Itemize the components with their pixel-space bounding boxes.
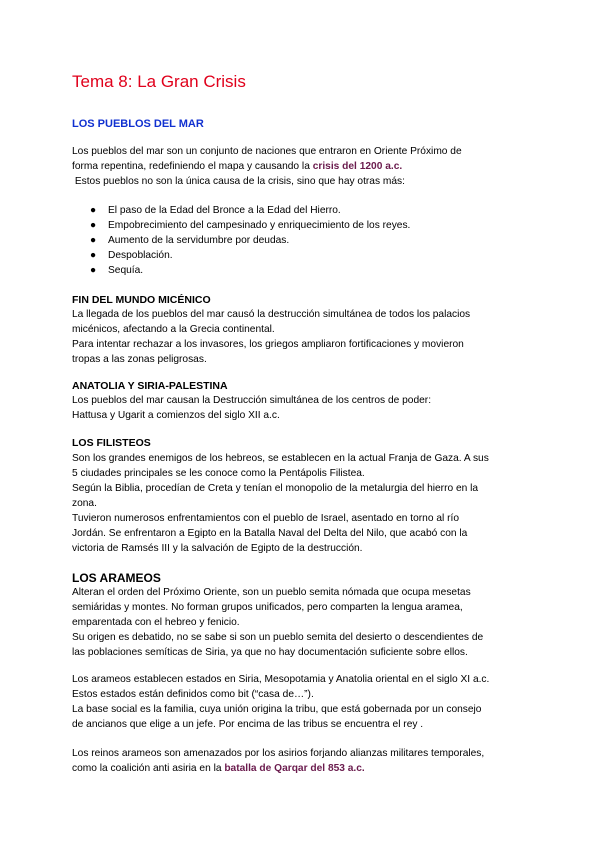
list-item: ● El paso de la Edad del Bronce a la Edad del Hierro. bbox=[90, 205, 341, 216]
list-item: ● Aumento de la servidumbre por deudas. bbox=[90, 235, 290, 246]
section-heading-anatolia: ANATOLIA Y SIRIA-PALESTINA bbox=[72, 380, 228, 392]
text-line: Hattusa y Ugarit a comienzos del siglo XII a.c. bbox=[72, 410, 280, 421]
section-heading-micenico: FIN DEL MUNDO MICÉNICO bbox=[72, 294, 211, 306]
text-line: Tuvieron numerosos enfrentamientos con el pueblo de Israel, asentado en torno al río bbox=[72, 513, 459, 524]
paragraph-arameos-2 bbox=[72, 672, 532, 732]
text-line: Estos pueblos no son la única causa de la crisis, sino que hay otras más: bbox=[72, 176, 405, 187]
text-span: forma repentina, redefiniendo el mapa y causando la bbox=[72, 161, 313, 172]
text-line: Alteran el orden del Próximo Oriente, son un pueblo semita nómada que ocupa mesetas bbox=[72, 587, 471, 598]
paragraph-filisteos bbox=[72, 451, 532, 556]
text-line: Su origen es debatido, no se sabe si son un pueblo semita del desierto o descendientes de bbox=[72, 632, 484, 643]
paragraph-pueblos-mar bbox=[72, 144, 532, 189]
text-line: micénicos, afectando a la Grecia continental. bbox=[72, 324, 275, 335]
text-line: tropas a las zonas peligrosas. bbox=[72, 354, 207, 365]
paragraph-micenico bbox=[72, 307, 532, 367]
emphasis-qarqar: batalla de Qarqar del 853 a.c. bbox=[224, 763, 365, 774]
text-line: emparentada con el hebreo y fenicio. bbox=[72, 617, 240, 628]
text-line: las poblaciones semíticas de Siria, ya que no hay documentación suficiente sobre ellos. bbox=[72, 647, 468, 658]
text-line: Los arameos establecen estados en Siria, Mesopotamia y Anatolia oriental en el siglo XI a.c. bbox=[72, 674, 490, 685]
text-line: Los reinos arameos son amenazados por los asirios forjando alianzas militares temporales, bbox=[72, 748, 485, 759]
list-item: ● Sequía. bbox=[90, 265, 144, 276]
paragraph-arameos-3 bbox=[72, 746, 532, 776]
text-span: como la coalición anti asiria en la bbox=[72, 763, 225, 774]
list-item: ● Empobrecimiento del campesinado y enriquecimiento de los reyes. bbox=[90, 220, 411, 231]
paragraph-anatolia bbox=[72, 393, 532, 423]
text-line: Según la Biblia, procedían de Creta y tenían el monopolio de la metalurgia del hierro en la bbox=[72, 483, 479, 494]
text-line: Son los grandes enemigos de los hebreos, se establecen en la actual Franja de Gaza. A sus bbox=[72, 453, 489, 464]
text-line: Jordán. Se enfrentaron a Egipto en la Batalla Naval del Delta del Nilo, que acabó con la bbox=[72, 528, 468, 539]
text-line bbox=[72, 761, 532, 776]
text-line: Para intentar rechazar a los invasores, los griegos ampliaron fortificaciones y movieron bbox=[72, 339, 464, 350]
paragraph-arameos-1 bbox=[72, 585, 532, 660]
text-line: Estos estados están definidos como bit (“casa de…”). bbox=[72, 689, 314, 700]
text-line: de ancianos que elige a un jefe. Por encima de las tribus se encuentra el rey . bbox=[72, 719, 424, 730]
text-line: Los pueblos del mar causan la Destrucción simultánea de los centros de poder: bbox=[72, 395, 432, 406]
causes-list bbox=[72, 203, 532, 278]
page-title: Tema 8: La Gran Crisis bbox=[72, 72, 246, 91]
text-line bbox=[72, 159, 532, 174]
text-line: 5 ciudades principales se les conoce como la Pentápolis Filistea. bbox=[72, 468, 365, 479]
text-line: semiáridas y montes. No forman grupos unificados, pero comparten la lengua aramea, bbox=[72, 602, 463, 613]
list-item: ● Despoblación. bbox=[90, 250, 173, 261]
text-line: zona. bbox=[72, 498, 97, 509]
emphasis-crisis-1200: crisis del 1200 a.c. bbox=[312, 161, 403, 172]
text-line: victoria de Ramsés III y la salvación de Egipto de la destrucción. bbox=[72, 543, 363, 554]
text-line: La base social es la familia, cuya unión origina la tribu, que está gobernada por un consejo bbox=[72, 704, 482, 715]
text-line: La llegada de los pueblos del mar causó la destrucción simultánea de todos los palacios bbox=[72, 309, 471, 320]
section-heading-filisteos: LOS FILISTEOS bbox=[72, 437, 151, 449]
section-heading-arameos: LOS ARAMEOS bbox=[72, 571, 161, 585]
section-heading-pueblos-mar: LOS PUEBLOS DEL MAR bbox=[72, 118, 204, 130]
text-line: Los pueblos del mar son un conjunto de naciones que entraron en Oriente Próximo de bbox=[72, 146, 462, 157]
